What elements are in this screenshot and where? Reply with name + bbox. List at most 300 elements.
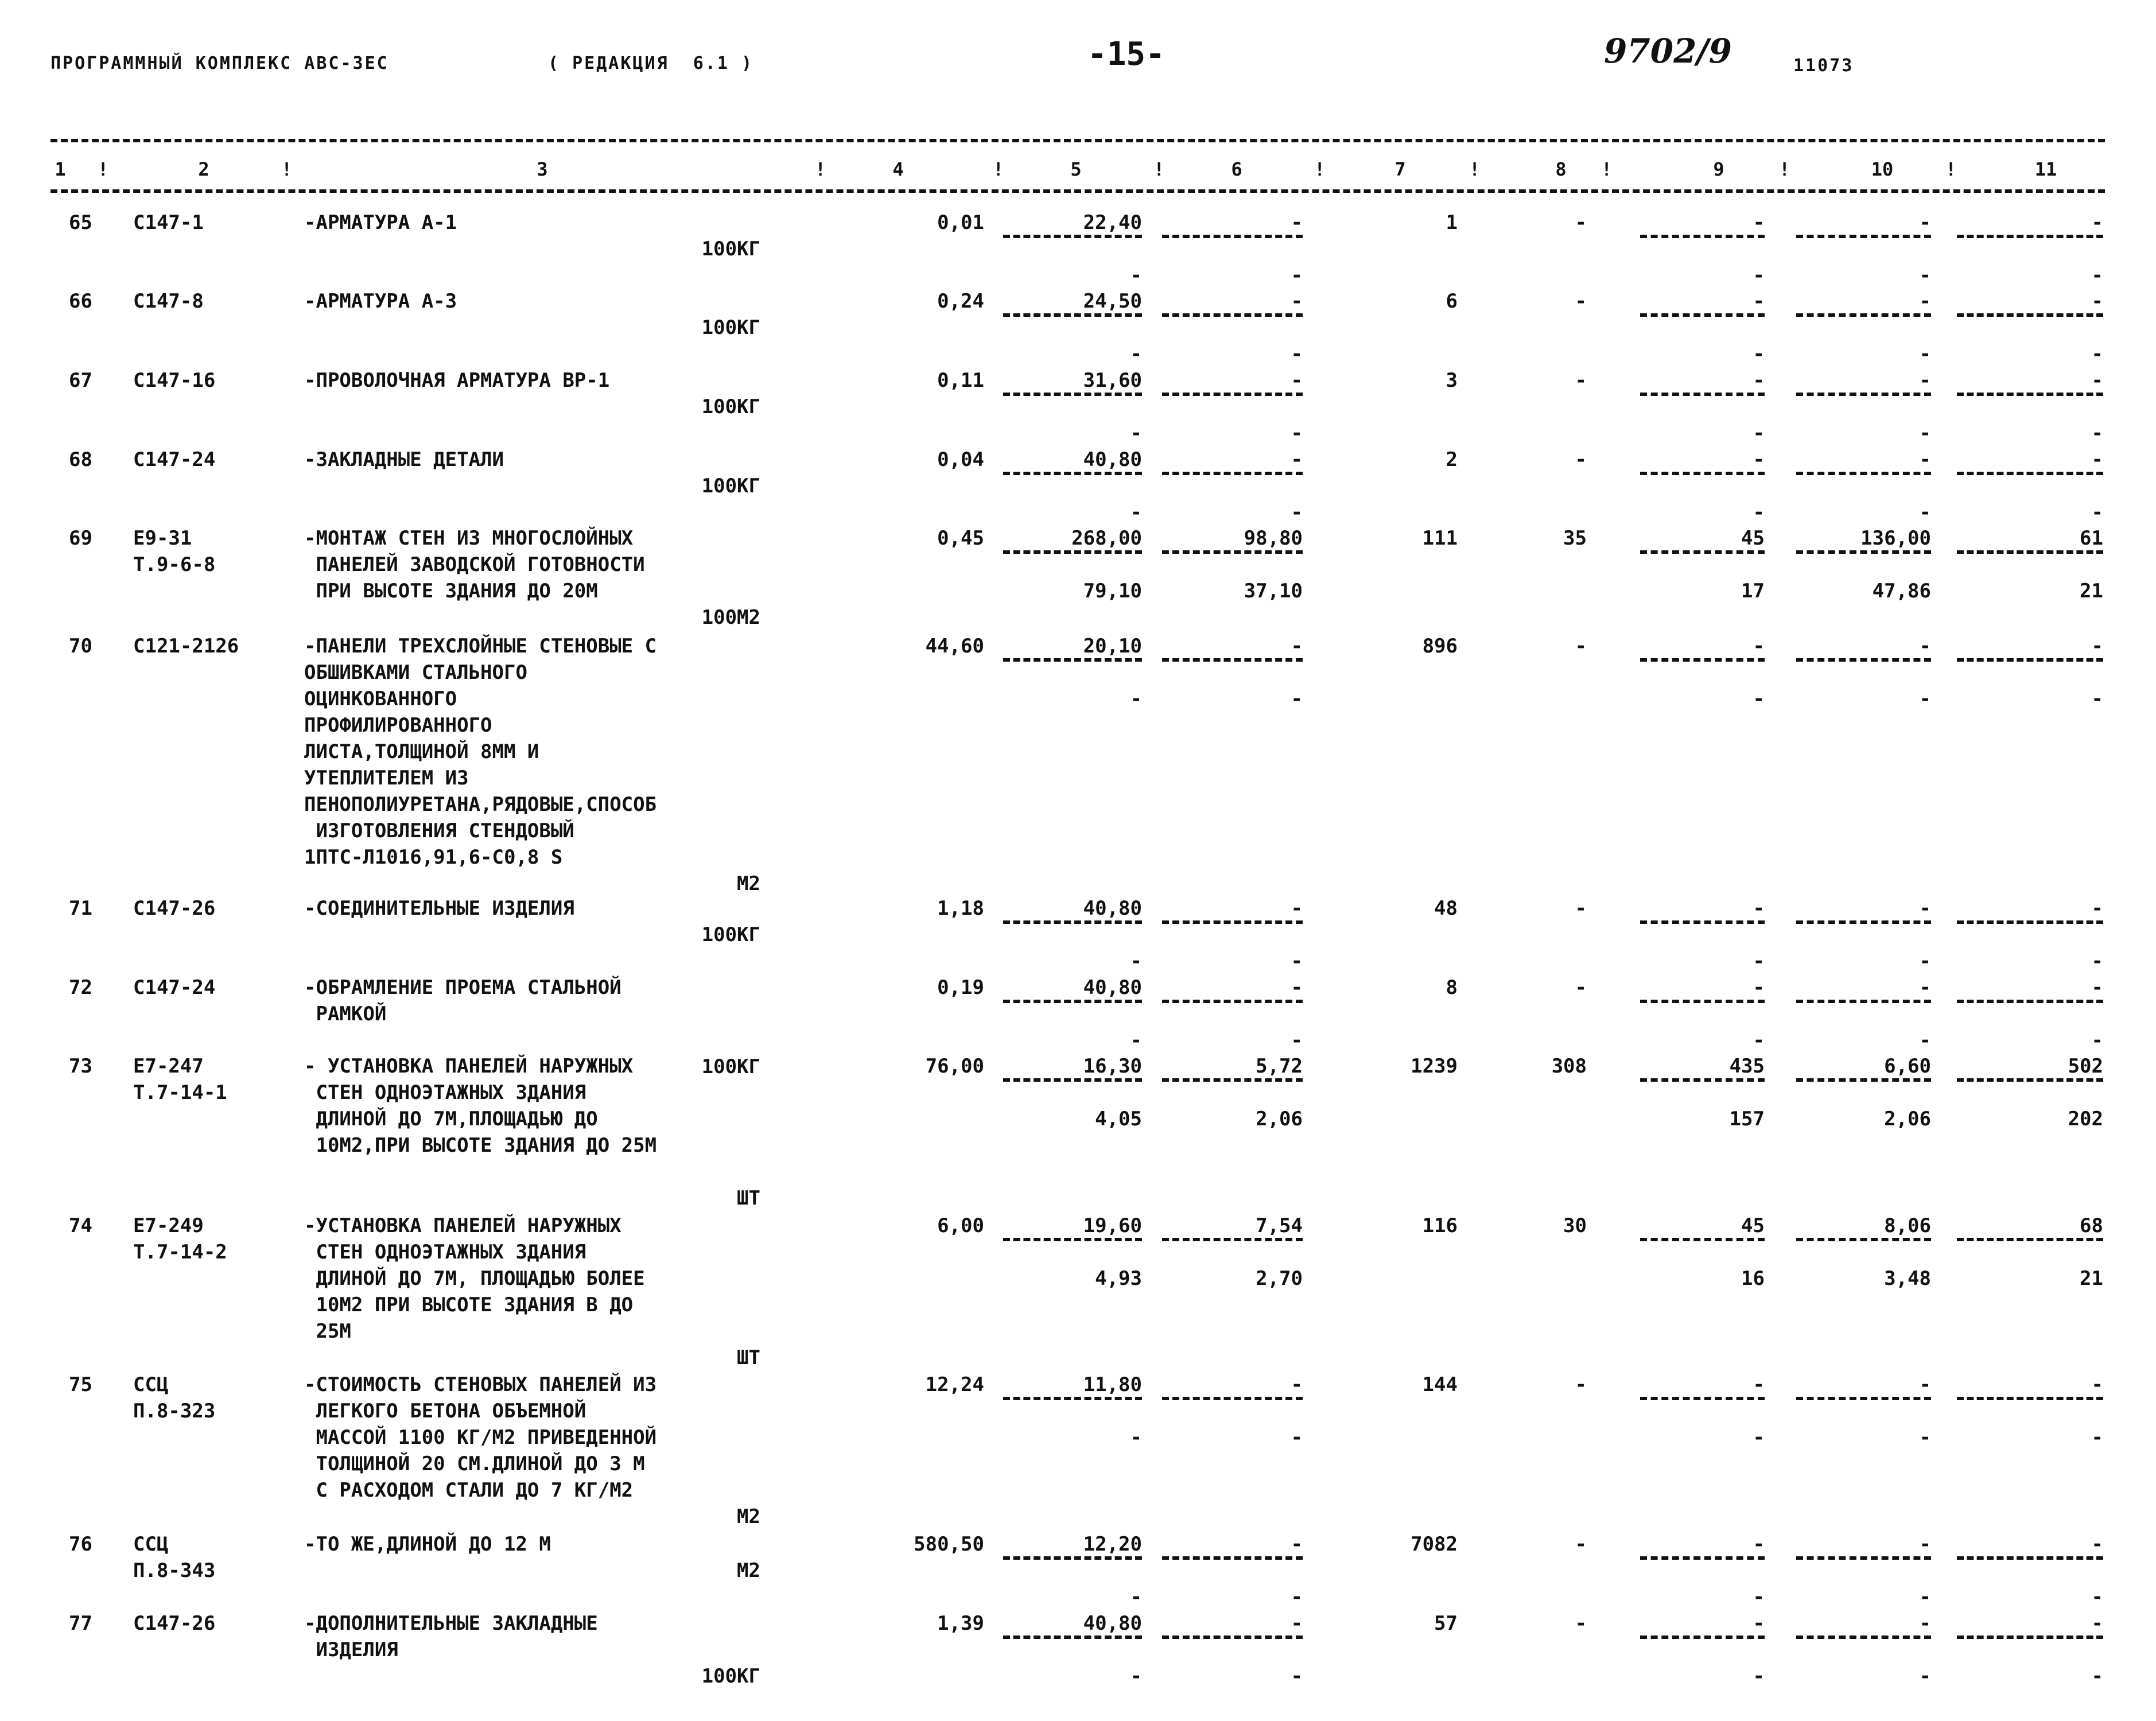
subtotal-rule xyxy=(1796,1397,1931,1400)
quantity: 76,00 xyxy=(925,1055,984,1078)
subtotal-rule xyxy=(1162,472,1303,475)
unit-cost-total: 22,40 xyxy=(1083,211,1142,234)
subtotal-rule xyxy=(1162,393,1303,396)
subtotal-rule xyxy=(1796,393,1931,396)
labor-machinists-per-unit: 3,48 xyxy=(1884,1267,1931,1290)
labor-machinists-total: - xyxy=(2091,1029,2103,1052)
total-machine-wages: - xyxy=(1753,950,1765,973)
unit-cost-machine-wages: 2,70 xyxy=(1256,1267,1303,1290)
labor-machinists-total: - xyxy=(2091,1426,2103,1449)
labor-per-unit: - xyxy=(1919,1612,1931,1635)
total-machines: 435 xyxy=(1729,1055,1765,1078)
total-machine-wages: - xyxy=(1753,501,1765,524)
total-wages: - xyxy=(1575,448,1587,471)
work-description: -СТОИМОСТЬ СТЕНОВЫХ ПАНЕЛЕЙ ИЗ ЛЕГКОГО БЕТОНА ОБЪЕМНОЙ МАССОЙ 1100 КГ/М2 ПРИВЕДЕННОЙ ТОЛЩИНОЙ 20 СМ.ДЛИНОЙ ДО 3 М С РАСХОДОМ СТАЛИ ДО 7 КГ/М2 xyxy=(304,1373,657,1502)
subtotal-rule xyxy=(1796,550,1931,554)
unit-of-measure: 100КГ xyxy=(701,316,760,339)
labor-machinists-per-unit: - xyxy=(1919,950,1931,973)
unit-cost-machines: - xyxy=(1291,448,1303,471)
total-wages: - xyxy=(1575,369,1587,392)
document-code: 11073 xyxy=(1793,56,1854,76)
subtotal-rule xyxy=(1796,658,1931,662)
column-separator: ! xyxy=(1153,158,1165,180)
subtotal-rule xyxy=(1957,313,2103,317)
work-description: -МОНТАЖ СТЕН ИЗ МНОГОСЛОЙНЫХ ПАНЕЛЕЙ ЗАВОДСКОЙ ГОТОВНОСТИ ПРИ ВЫСОТЕ ЗДАНИЯ ДО 20М xyxy=(304,527,645,603)
norm-code-secondary: П.8-323 xyxy=(133,1400,216,1423)
norm-code: C121-2126 xyxy=(133,635,239,658)
column-header-7: 7 xyxy=(1394,158,1406,180)
total-machine-wages: - xyxy=(1753,264,1765,287)
unit-of-measure: 100КГ xyxy=(701,395,760,418)
norm-code: E7-249 xyxy=(133,1214,204,1237)
row-number: 72 xyxy=(69,976,92,999)
unit-cost-wages: - xyxy=(1130,1665,1142,1688)
unit-cost-total: 31,60 xyxy=(1083,369,1142,392)
table-row xyxy=(0,895,2156,973)
subtotal-rule xyxy=(1796,313,1931,317)
subtotal-rule xyxy=(1003,393,1142,396)
row-number: 75 xyxy=(69,1373,92,1396)
subtotal-rule xyxy=(1796,472,1931,475)
subtotal-rule xyxy=(1640,1556,1765,1560)
row-number: 70 xyxy=(69,635,92,658)
subtotal-rule xyxy=(1003,1000,1142,1003)
subtotal-rule xyxy=(1957,1078,2103,1082)
work-description: -ПРОВОЛОЧНАЯ АРМАТУРА ВР-1 xyxy=(304,369,610,392)
unit-cost-machines: - xyxy=(1291,1533,1303,1556)
labor-machinists-per-unit: 47,86 xyxy=(1872,580,1931,603)
unit-cost-wages: 4,93 xyxy=(1095,1267,1142,1290)
labor-machinists-total: - xyxy=(2091,687,2103,710)
subtotal-rule xyxy=(1003,472,1142,475)
total-wages: - xyxy=(1575,1533,1587,1556)
unit-cost-machine-wages: - xyxy=(1291,1426,1303,1449)
total-cost: 116 xyxy=(1422,1214,1458,1237)
labor-total: - xyxy=(2091,211,2103,234)
unit-cost-total: 11,80 xyxy=(1083,1373,1142,1396)
edition-label: ( РЕДАКЦИЯ 6.1 ) xyxy=(548,53,754,73)
labor-machinists-per-unit: - xyxy=(1919,1665,1931,1688)
unit-cost-machines: - xyxy=(1291,1373,1303,1396)
column-separator: ! xyxy=(98,158,109,180)
unit-cost-wages: 4,05 xyxy=(1095,1108,1142,1131)
labor-per-unit: - xyxy=(1919,369,1931,392)
subtotal-rule xyxy=(1640,1397,1765,1400)
total-machine-wages: - xyxy=(1753,1586,1765,1609)
total-cost: 7082 xyxy=(1411,1533,1458,1556)
subtotal-rule xyxy=(1957,920,2103,924)
total-machines: - xyxy=(1753,369,1765,392)
unit-cost-wages: - xyxy=(1130,950,1142,973)
work-description: -ОБРАМЛЕНИЕ ПРОЕМА СТАЛЬНОЙ РАМКОЙ xyxy=(304,976,621,1025)
unit-of-measure: ШТ xyxy=(737,1187,760,1210)
unit-cost-machine-wages: - xyxy=(1291,343,1303,366)
labor-machinists-per-unit: - xyxy=(1919,343,1931,366)
labor-machinists-total: 202 xyxy=(2068,1108,2103,1131)
quantity: 0,11 xyxy=(937,369,984,392)
total-machines: - xyxy=(1753,290,1765,313)
labor-machinists-total: - xyxy=(2091,950,2103,973)
unit-cost-wages: - xyxy=(1130,1426,1142,1449)
subtotal-rule xyxy=(1640,1238,1765,1241)
unit-cost-machine-wages: - xyxy=(1291,950,1303,973)
subtotal-rule xyxy=(1796,1635,1931,1639)
total-machines: - xyxy=(1753,897,1765,920)
subtotal-rule xyxy=(1957,658,2103,662)
labor-total: - xyxy=(2091,1373,2103,1396)
labor-total: - xyxy=(2091,448,2103,471)
total-machines: - xyxy=(1753,448,1765,471)
total-machines: 45 xyxy=(1741,527,1765,550)
norm-code: C147-24 xyxy=(133,448,216,471)
norm-code-secondary: Т.9-6-8 xyxy=(133,553,216,576)
column-separator: ! xyxy=(1314,158,1326,180)
work-description: -СОЕДИНИТЕЛЬНЫЕ ИЗДЕЛИЯ xyxy=(304,897,574,920)
subtotal-rule xyxy=(1640,550,1765,554)
row-number: 65 xyxy=(69,211,92,234)
subtotal-rule xyxy=(1003,658,1142,662)
unit-cost-total: 40,80 xyxy=(1083,1612,1142,1635)
row-number: 76 xyxy=(69,1533,92,1556)
subtotal-rule xyxy=(1162,1238,1303,1241)
labor-machinists-total: 21 xyxy=(2080,1267,2103,1290)
work-description: -ДОПОЛНИТЕЛЬНЫЕ ЗАКЛАДНЫЕ ИЗДЕЛИЯ xyxy=(304,1612,598,1661)
subtotal-rule xyxy=(1796,1078,1931,1082)
subtotal-rule xyxy=(1640,235,1765,238)
column-header-11: 11 xyxy=(2034,158,2057,180)
labor-machinists-per-unit: - xyxy=(1919,422,1931,445)
subtotal-rule xyxy=(1957,1238,2103,1241)
unit-cost-machines: 5,72 xyxy=(1256,1055,1303,1078)
subtotal-rule xyxy=(1162,1078,1303,1082)
work-description: -ПАНЕЛИ ТРЕХСЛОЙНЫЕ СТЕНОВЫЕ С ОБШИВКАМИ СТАЛЬНОГО ОЦИНКОВАННОГО ПРОФИЛИРОВАННОГО ЛИСТА,ТОЛЩИНОЙ 8ММ И УТЕПЛИТЕЛЕМ ИЗ ПЕНОПОЛИУРЕТАНА,РЯДОВЫЕ,СПОСОБ ИЗГОТОВЛЕНИЯ СТЕНДОВЫЙ 1ПТС-Л1016,91,6-С0,8 S xyxy=(304,635,657,869)
table-row xyxy=(0,446,2156,524)
subtotal-rule xyxy=(1796,1238,1931,1241)
labor-total: 502 xyxy=(2068,1055,2103,1078)
row-number: 73 xyxy=(69,1055,92,1078)
total-cost: 896 xyxy=(1422,635,1458,658)
subtotal-rule xyxy=(1162,1397,1303,1400)
table-top-rule xyxy=(50,139,2105,142)
unit-cost-machines: 7,54 xyxy=(1256,1214,1303,1237)
quantity: 0,19 xyxy=(937,976,984,999)
work-description: -АРМАТУРА А-3 xyxy=(304,290,457,313)
total-cost: 111 xyxy=(1422,527,1458,550)
quantity: 12,24 xyxy=(925,1373,984,1396)
subtotal-rule xyxy=(1162,1556,1303,1560)
labor-per-unit: - xyxy=(1919,1533,1931,1556)
unit-cost-wages: - xyxy=(1130,343,1142,366)
unit-cost-machine-wages: - xyxy=(1291,1665,1303,1688)
column-separator: ! xyxy=(1779,158,1790,180)
unit-cost-total: 40,80 xyxy=(1083,976,1142,999)
norm-code: ССЦ xyxy=(133,1533,169,1556)
program-title: ПРОГРАММНЫЙ КОМПЛЕКС АВС-ЗЕС xyxy=(50,53,389,73)
row-number: 71 xyxy=(69,897,92,920)
unit-of-measure: 100КГ xyxy=(701,1665,760,1688)
column-header-9: 9 xyxy=(1713,158,1724,180)
subtotal-rule xyxy=(1162,658,1303,662)
work-description: -УСТАНОВКА ПАНЕЛЕЙ НАРУЖНЫХ СТЕН ОДНОЭТАЖНЫХ ЗДАНИЯ ДЛИНОЙ ДО 7М, ПЛОЩАДЬЮ БОЛЕЕ 10М2 ПРИ ВЫСОТЕ ЗДАНИЯ В ДО 25М xyxy=(304,1214,645,1343)
unit-cost-machine-wages: - xyxy=(1291,501,1303,524)
unit-cost-total: 24,50 xyxy=(1083,290,1142,313)
column-header-2: 2 xyxy=(198,158,209,180)
labor-machinists-per-unit: - xyxy=(1919,264,1931,287)
subtotal-rule xyxy=(1003,550,1142,554)
unit-of-measure: 100КГ xyxy=(701,1055,760,1078)
unit-of-measure: 100КГ xyxy=(701,923,760,946)
subtotal-rule xyxy=(1957,1635,2103,1639)
labor-machinists-total: - xyxy=(2091,264,2103,287)
quantity: 580,50 xyxy=(914,1533,984,1556)
unit-cost-machines: - xyxy=(1291,1612,1303,1635)
quantity: 44,60 xyxy=(925,635,984,658)
total-machines: - xyxy=(1753,635,1765,658)
unit-cost-machine-wages: - xyxy=(1291,1586,1303,1609)
unit-cost-machine-wages: - xyxy=(1291,422,1303,445)
labor-per-unit: - xyxy=(1919,448,1931,471)
unit-of-measure: М2 xyxy=(737,1559,760,1582)
total-machine-wages: - xyxy=(1753,343,1765,366)
labor-total: - xyxy=(2091,290,2103,313)
total-machines: 45 xyxy=(1741,1214,1765,1237)
labor-per-unit: 8,06 xyxy=(1884,1214,1931,1237)
total-cost: 1 xyxy=(1446,211,1458,234)
total-wages: - xyxy=(1575,635,1587,658)
labor-machinists-per-unit: - xyxy=(1919,1586,1931,1609)
subtotal-rule xyxy=(1796,1556,1931,1560)
subtotal-rule xyxy=(1003,313,1142,317)
total-machine-wages: 17 xyxy=(1741,580,1765,603)
norm-code: C147-16 xyxy=(133,369,216,392)
quantity: 1,18 xyxy=(937,897,984,920)
total-machine-wages: 157 xyxy=(1729,1108,1765,1131)
unit-cost-machines: 98,80 xyxy=(1244,527,1303,550)
subtotal-rule xyxy=(1003,235,1142,238)
norm-code: C147-8 xyxy=(133,290,204,313)
unit-cost-wages: - xyxy=(1130,687,1142,710)
subtotal-rule xyxy=(1640,658,1765,662)
work-description: -ТО ЖЕ,ДЛИНОЙ ДО 12 М xyxy=(304,1533,551,1556)
total-machines: - xyxy=(1753,976,1765,999)
subtotal-rule xyxy=(1003,1635,1142,1639)
labor-per-unit: - xyxy=(1919,290,1931,313)
subtotal-rule xyxy=(1957,393,2103,396)
norm-code: C147-26 xyxy=(133,897,216,920)
total-cost: 3 xyxy=(1446,369,1458,392)
quantity: 0,04 xyxy=(937,448,984,471)
labor-machinists-total: - xyxy=(2091,1586,2103,1609)
subtotal-rule xyxy=(1640,313,1765,317)
work-description: -АРМАТУРА А-1 xyxy=(304,211,457,234)
unit-cost-machines: - xyxy=(1291,897,1303,920)
unit-cost-total: 268,00 xyxy=(1071,527,1142,550)
labor-total: - xyxy=(2091,1612,2103,1635)
total-wages: 35 xyxy=(1563,527,1587,550)
table-row xyxy=(0,367,2156,445)
unit-cost-machines: - xyxy=(1291,635,1303,658)
work-description: -ЗАКЛАДНЫЕ ДЕТАЛИ xyxy=(304,448,504,471)
labor-machinists-total: - xyxy=(2091,1665,2103,1688)
subtotal-rule xyxy=(1003,1078,1142,1082)
total-machine-wages: - xyxy=(1753,687,1765,710)
total-cost: 6 xyxy=(1446,290,1458,313)
labor-per-unit: - xyxy=(1919,976,1931,999)
column-header-6: 6 xyxy=(1231,158,1242,180)
column-separator: ! xyxy=(1601,158,1613,180)
unit-cost-wages: - xyxy=(1130,264,1142,287)
unit-cost-wages: - xyxy=(1130,1029,1142,1052)
unit-cost-machine-wages: - xyxy=(1291,264,1303,287)
subtotal-rule xyxy=(1003,1397,1142,1400)
unit-cost-total: 20,10 xyxy=(1083,635,1142,658)
total-wages: - xyxy=(1575,1373,1587,1396)
row-number: 68 xyxy=(69,448,92,471)
total-machines: - xyxy=(1753,1533,1765,1556)
subtotal-rule xyxy=(1957,1556,2103,1560)
labor-per-unit: - xyxy=(1919,211,1931,234)
labor-machinists-per-unit: - xyxy=(1919,501,1931,524)
quantity: 0,24 xyxy=(937,290,984,313)
norm-code: C147-26 xyxy=(133,1612,216,1635)
total-wages: - xyxy=(1575,211,1587,234)
subtotal-rule xyxy=(1162,1635,1303,1639)
unit-cost-machines: - xyxy=(1291,976,1303,999)
labor-total: - xyxy=(2091,1533,2103,1556)
table-row xyxy=(0,633,2156,895)
unit-cost-machine-wages: - xyxy=(1291,1029,1303,1052)
unit-cost-machines: - xyxy=(1291,369,1303,392)
norm-code: E9-31 xyxy=(133,527,192,550)
subtotal-rule xyxy=(1003,920,1142,924)
labor-machinists-per-unit: - xyxy=(1919,687,1931,710)
unit-cost-wages: - xyxy=(1130,501,1142,524)
total-wages: - xyxy=(1575,290,1587,313)
total-machine-wages: 16 xyxy=(1741,1267,1765,1290)
column-header-3: 3 xyxy=(537,158,548,180)
subtotal-rule xyxy=(1957,235,2103,238)
labor-total: 61 xyxy=(2080,527,2103,550)
norm-code: C147-24 xyxy=(133,976,216,999)
handwritten-number: 9702/9 xyxy=(1604,32,1732,71)
work-description: - УСТАНОВКА ПАНЕЛЕЙ НАРУЖНЫХ СТЕН ОДНОЭТАЖНЫХ ЗДАНИЯ ДЛИНОЙ ДО 7М,ПЛОЩАДЬЮ ДО 10М2,ПРИ ВЫСОТЕ ЗДАНИЯ ДО 25М xyxy=(304,1055,657,1157)
table-row xyxy=(0,1531,2156,1609)
total-wages: 308 xyxy=(1551,1055,1587,1078)
total-wages: - xyxy=(1575,897,1587,920)
unit-cost-machine-wages: 2,06 xyxy=(1256,1108,1303,1131)
table-row xyxy=(0,525,2156,629)
subtotal-rule xyxy=(1003,1556,1142,1560)
total-machine-wages: - xyxy=(1753,1665,1765,1688)
total-cost: 144 xyxy=(1422,1373,1458,1396)
unit-cost-machine-wages: 37,10 xyxy=(1244,580,1303,603)
total-wages: - xyxy=(1575,976,1587,999)
unit-cost-machines: - xyxy=(1291,211,1303,234)
column-header-4: 4 xyxy=(892,158,904,180)
row-number: 77 xyxy=(69,1612,92,1635)
unit-of-measure: ШТ xyxy=(737,1346,760,1369)
subtotal-rule xyxy=(1796,1000,1931,1003)
quantity: 6,00 xyxy=(937,1214,984,1237)
table-row xyxy=(0,288,2156,366)
unit-of-measure: 100М2 xyxy=(701,606,760,629)
table-row xyxy=(0,1610,2156,1688)
subtotal-rule xyxy=(1957,1397,2103,1400)
labor-machinists-total: - xyxy=(2091,501,2103,524)
unit-of-measure: М2 xyxy=(737,872,760,895)
subtotal-rule xyxy=(1796,235,1931,238)
labor-per-unit: 6,60 xyxy=(1884,1055,1931,1078)
column-separator: ! xyxy=(1469,158,1481,180)
column-header-1: 1 xyxy=(55,158,66,180)
unit-cost-total: 12,20 xyxy=(1083,1533,1142,1556)
quantity: 0,01 xyxy=(937,211,984,234)
subtotal-rule xyxy=(1162,1000,1303,1003)
column-header-10: 10 xyxy=(1871,158,1894,180)
norm-code-secondary: Т.7-14-2 xyxy=(133,1241,227,1264)
labor-machinists-total: - xyxy=(2091,422,2103,445)
unit-cost-wages: - xyxy=(1130,422,1142,445)
row-number: 74 xyxy=(69,1214,92,1237)
subtotal-rule xyxy=(1640,920,1765,924)
unit-cost-total: 19,60 xyxy=(1083,1214,1142,1237)
total-machine-wages: - xyxy=(1753,1029,1765,1052)
column-header-5: 5 xyxy=(1070,158,1082,180)
subtotal-rule xyxy=(1162,920,1303,924)
subtotal-rule xyxy=(1957,472,2103,475)
labor-machinists-per-unit: 2,06 xyxy=(1884,1108,1931,1131)
labor-machinists-per-unit: - xyxy=(1919,1426,1931,1449)
subtotal-rule xyxy=(1640,472,1765,475)
norm-code: E7-247 xyxy=(133,1055,204,1078)
norm-code-secondary: Т.7-14-1 xyxy=(133,1081,227,1104)
row-number: 67 xyxy=(69,369,92,392)
column-separator: ! xyxy=(993,158,1004,180)
norm-code: ССЦ xyxy=(133,1373,169,1396)
subtotal-rule xyxy=(1162,550,1303,554)
unit-cost-machines: - xyxy=(1291,290,1303,313)
total-machines: - xyxy=(1753,1373,1765,1396)
unit-cost-wages: - xyxy=(1130,1586,1142,1609)
table-header-rule xyxy=(50,189,2105,193)
labor-per-unit: - xyxy=(1919,1373,1931,1396)
subtotal-rule xyxy=(1162,313,1303,317)
subtotal-rule xyxy=(1957,1000,2103,1003)
column-separator: ! xyxy=(281,158,293,180)
total-wages: - xyxy=(1575,1612,1587,1635)
subtotal-rule xyxy=(1796,920,1931,924)
row-number: 66 xyxy=(69,290,92,313)
subtotal-rule xyxy=(1957,550,2103,554)
labor-total: - xyxy=(2091,976,2103,999)
labor-machinists-per-unit: - xyxy=(1919,1029,1931,1052)
total-machines: - xyxy=(1753,211,1765,234)
subtotal-rule xyxy=(1640,1078,1765,1082)
subtotal-rule xyxy=(1640,1635,1765,1639)
page-number: -15- xyxy=(1087,36,1165,73)
total-machine-wages: - xyxy=(1753,1426,1765,1449)
subtotal-rule xyxy=(1003,1238,1142,1241)
total-machine-wages: - xyxy=(1753,422,1765,445)
total-cost: 8 xyxy=(1446,976,1458,999)
quantity: 0,45 xyxy=(937,527,984,550)
labor-machinists-total: 21 xyxy=(2080,580,2103,603)
norm-code-secondary: П.8-343 xyxy=(133,1559,216,1582)
labor-per-unit: - xyxy=(1919,897,1931,920)
total-machines: - xyxy=(1753,1612,1765,1635)
total-cost: 57 xyxy=(1434,1612,1458,1635)
unit-cost-total: 40,80 xyxy=(1083,448,1142,471)
